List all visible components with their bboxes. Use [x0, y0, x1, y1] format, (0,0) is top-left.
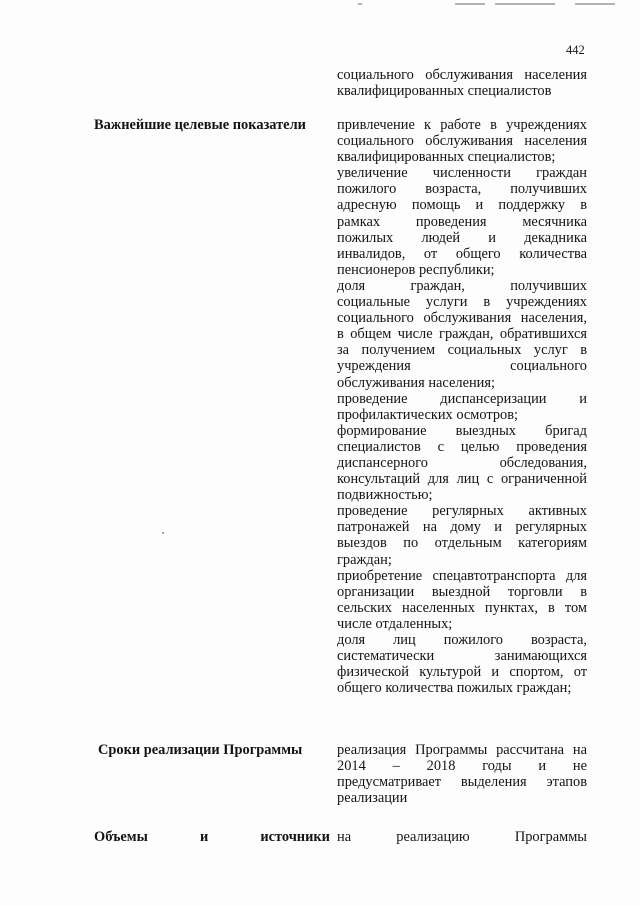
- funding-text-word: Программы: [514, 829, 587, 845]
- funding-text-word: на: [337, 829, 352, 845]
- text-line: пенсионеров республики;: [337, 261, 495, 278]
- text-line: рамках проведения месячника: [337, 213, 587, 230]
- text-line: формирование выездных бригад: [337, 422, 587, 439]
- text-line: обслуживания населения;: [337, 374, 495, 391]
- scan-dot: [162, 532, 164, 534]
- funding-text: [337, 829, 587, 846]
- text-line: за получением социальных услуг в: [337, 342, 587, 359]
- text-line: физической культурой и спортом, от: [337, 664, 587, 681]
- text-line: пожилого возраста, получивших: [337, 181, 587, 198]
- text-line: квалифицированных специалистов;: [337, 149, 556, 166]
- text-line: социальные услуги в учреждениях: [337, 294, 587, 311]
- text-line: подвижностью;: [337, 487, 433, 504]
- continuation-text: [337, 67, 587, 99]
- text-line: систематически занимающихся: [337, 648, 587, 665]
- text-line: 2014 – 2018 годы и не: [337, 758, 587, 775]
- page-number: 442: [566, 43, 585, 57]
- text-line: организации выездной торговли в: [337, 583, 587, 600]
- funding-label-word: Объемы: [94, 829, 148, 845]
- scan-artifact: [575, 3, 615, 5]
- text-line: диспансерного обследования,: [337, 454, 587, 471]
- text-line: реализации: [337, 790, 408, 807]
- funding-label-word: и: [199, 829, 209, 845]
- timeline-text: [337, 742, 587, 806]
- text-line: реализация Программы рассчитана на: [337, 742, 587, 758]
- text-line: граждан;: [337, 551, 392, 568]
- indicators-text: [337, 117, 587, 696]
- text-line: специалистов с целью проведения: [337, 438, 587, 455]
- text-line: числе отдаленных;: [337, 615, 453, 632]
- text-line: профилактических осмотров;: [337, 406, 519, 423]
- text-line: предусматривает выделения этапов: [337, 774, 587, 791]
- text-line: социального обслуживания населения,: [337, 310, 587, 327]
- scan-artifact: [358, 3, 362, 5]
- text-line: проведение регулярных активных: [337, 503, 587, 520]
- scan-artifact: [455, 3, 485, 5]
- text-line: сельских населенных пунктах, в том: [337, 599, 587, 616]
- text-line: социального обслуживания населения: [337, 133, 587, 150]
- text-line: общего количества пожилых граждан;: [337, 680, 572, 697]
- text-line: доля граждан, получивших: [337, 277, 587, 294]
- text-line: привлечение к работе в учреждениях: [337, 117, 587, 133]
- text-line: приобретение спецавтотранспорта для: [337, 567, 587, 584]
- timeline-label: Сроки реализации Программы: [98, 742, 303, 758]
- indicators-label: Важнейшие целевые показатели: [94, 117, 306, 133]
- text-line: в общем числе граждан, обратившихся: [337, 326, 587, 343]
- funding-label-word: источники: [260, 829, 330, 845]
- text-line: инвалидов, от общего количества: [337, 245, 587, 262]
- text-line: проведение диспансеризации и: [337, 390, 587, 407]
- funding-label: [94, 829, 330, 846]
- text-line: консультаций для лиц с ограниченной: [337, 471, 587, 488]
- text-line: адресную помощь и поддержку в: [337, 197, 587, 214]
- funding-text-word: реализацию: [396, 829, 470, 845]
- text-line: доля лиц пожилого возраста,: [337, 632, 587, 648]
- text-line: патронажей на дому и регулярных: [337, 519, 587, 536]
- scan-artifact: [495, 3, 555, 5]
- text-line: квалифицированных специалистов: [337, 83, 552, 100]
- text-line: учреждения социального: [337, 358, 587, 375]
- text-line: увеличение численности граждан: [337, 165, 587, 182]
- text-line: выездов по отдельным категориям: [337, 535, 587, 552]
- text-line: пожилых людей и декадника: [337, 229, 587, 246]
- text-line: социального обслуживания населения: [337, 67, 587, 83]
